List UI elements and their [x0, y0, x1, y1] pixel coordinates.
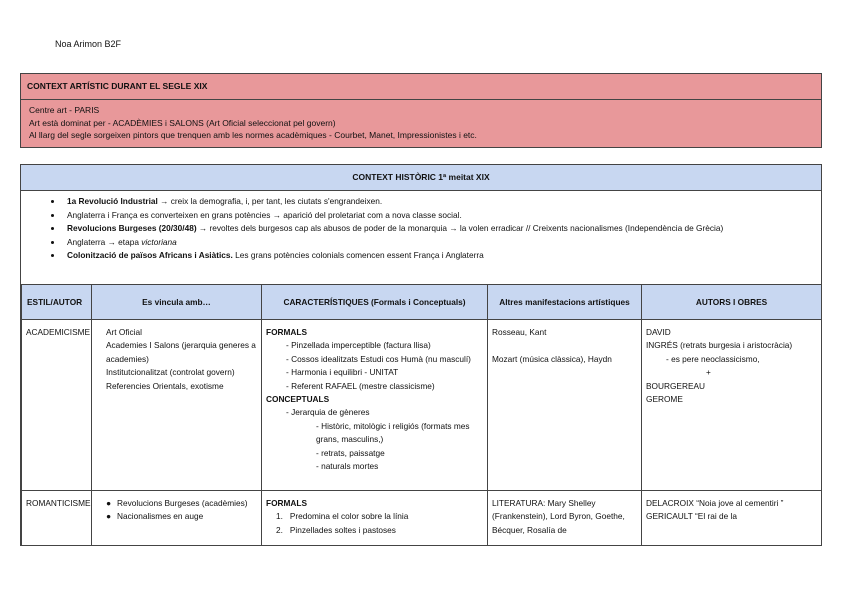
historic-bullet: • Anglaterra i França es converteixen en grans potències → aparició del proletariat com a nova classe social. [63, 209, 821, 223]
historic-context-title: CONTEXT HISTÒRIC 1ª meitat XIX [21, 165, 821, 191]
authors-cell: DAVID INGRÉS (retrats burgesia i aristocràcia) - es pere neoclassicismo, + BOURGEREAU GEROME [642, 320, 822, 491]
column-header: AUTORS I OBRES [642, 285, 822, 320]
historic-bullet: • Revolucions Burgeses (20/30/48) → revoltes dels burgesos cap als abusos de poder de la monarquia → la volen erradicar // Creixents nacionalismes (Independència de Grècia) [63, 222, 821, 236]
styles-table [21, 284, 822, 546]
artistic-line: Centre art - PARIS [29, 105, 100, 115]
characteristics-cell: FORMALS 1. Predomina el color sobre la línia 2. Pinzellades soltes i pastoses [262, 491, 488, 547]
column-header: Altres manifestacions artístiques [488, 285, 642, 320]
links-cell: Art Oficial Academies I Salons (jerarquia generes a academies) Institutcionalitzat (controlat govern) Referencies Orientals, exotisme [92, 320, 262, 491]
author-name: Noa Arimon B2F [55, 39, 122, 49]
column-header: Es vincula amb… [92, 285, 262, 320]
artistic-line: Al llarg del segle sorgeixen pintors que trenquen amb les normes acadèmiques - Courbet, Manet, Impressionistes i etc. [29, 130, 477, 140]
artistic-context-body [21, 100, 821, 147]
table-row [22, 320, 822, 491]
table-header-row [22, 285, 822, 320]
links-cell: ● Revolucions Burgeses (acadèmies) ● Nacionalismes en auge [92, 491, 262, 547]
column-header: ESTIL/AUTOR [22, 285, 92, 320]
other-arts-cell: Rosseau, Kant Mozart (música clàssica), Haydn [488, 320, 642, 491]
historic-bullet: • Anglaterra → etapa victoriana [63, 236, 821, 250]
historic-context-box [20, 164, 822, 546]
historic-bullet: • 1a Revolució Industrial → creix la demografia, i, per tant, les ciutats s'engrandeixen. [63, 195, 821, 209]
historic-bullet: • Colonització de països Africans i Asiàtics. Les grans potències colonials comencen essent França i Anglaterra [63, 249, 821, 263]
artistic-context-title: CONTEXT ARTÍSTIC DURANT EL SEGLE XIX [21, 74, 821, 100]
artistic-line: Art està dominat per - ACADÈMIES i SALONS (Art Oficial seleccionat pel govern) [29, 117, 336, 128]
column-header: CARACTERÍSTIQUES (Formals i Conceptuals) [262, 285, 488, 320]
historic-bullet-list [21, 191, 821, 267]
characteristics-cell: FORMALS - Pinzellada imperceptible (factura llisa) - Cossos idealitzats Estudi cos Humà (nu masculí) - Harmonia i equilibri - UNITAT - Referent RAFAEL (mestre classicisme) CONCEPTUALS - Jerarquia de gèneres - Històric, mitològic i religiós (formats mes grans, masculins,) - retrats, paissatge - naturals mortes [262, 320, 488, 491]
other-arts-cell: LITERATURA: Mary Shelley (Frankenstein), Lord Byron, Goethe, Bécquer, Rosalía de [488, 491, 642, 547]
table-row [22, 491, 822, 547]
artistic-context-box [20, 73, 822, 148]
authors-cell: DELACROIX “Noia jove al cementiri ” GERICAULT “El rai de la [642, 491, 822, 547]
style-cell: ACADEMICISME [22, 320, 92, 491]
style-cell: ROMANTICISME [22, 491, 92, 547]
